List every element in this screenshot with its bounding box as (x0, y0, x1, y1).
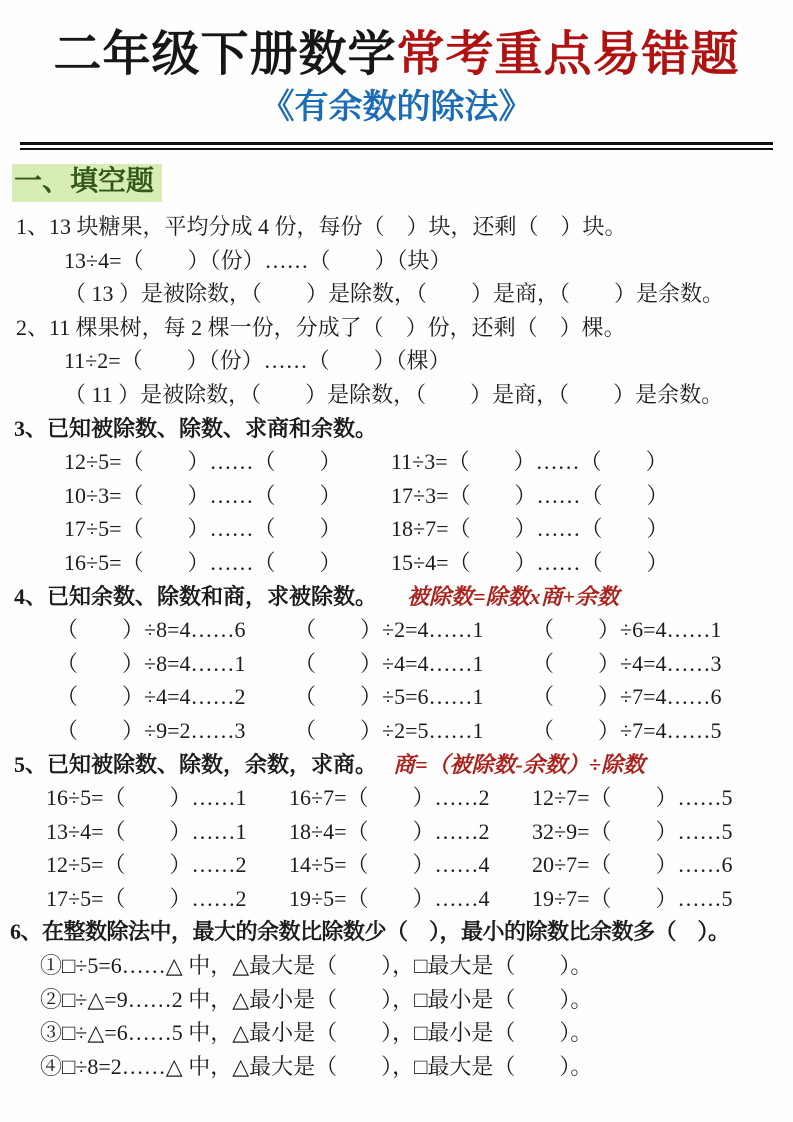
problem-6-subitem-4: ④□÷8=2……△ 中，△最大是（ ），□最大是（ ）。 (40, 1053, 593, 1079)
page-subtitle: 《有余数的除法》 (260, 89, 533, 126)
problem-2-stem: 2、11 棵果树，每 2 棵一份，分成了（ ）份，还剩（ ）棵。 (16, 314, 626, 340)
equation-blank: 16÷7=（ ）……2 (289, 785, 490, 811)
worksheet-content (0, 210, 793, 1083)
problem-3 (0, 412, 793, 580)
problem-5-row (46, 882, 793, 916)
equation-blank: （ ）÷5=6……1 (294, 684, 484, 710)
problem-4-row (56, 647, 793, 681)
problem-5-row (46, 848, 793, 882)
problem-4 (0, 580, 793, 748)
problem-6-stem: 6、在整数除法中，最大的余数比除数少（ ），最小的除数比余数多（ ）。 (10, 919, 730, 945)
section-heading: 一、填空题 (12, 164, 162, 202)
problem-5-formula-note: 商=（被除数-余数）÷除数 (393, 751, 645, 777)
problem-2 (0, 311, 793, 412)
equation-blank: 16÷5=（ ）……1 (46, 785, 247, 811)
problem-6-subitem-2: ②□÷△=9……2 中，△最小是（ ），□最小是（ ）。 (40, 986, 593, 1012)
equation-blank: 17÷3=（ ）……（ ） (391, 482, 669, 508)
title-grade-text: 二年级下册数学 (53, 28, 397, 81)
equation-blank: 17÷5=（ ）……2 (46, 885, 247, 911)
page-title (0, 0, 793, 84)
equation-blank: 16÷5=（ ）……（ ） (64, 549, 342, 575)
problem-3-row (64, 445, 793, 479)
problem-4-stem-row (0, 580, 793, 614)
problem-3-row (64, 512, 793, 546)
equation-blank: 17÷5=（ ）……（ ） (64, 516, 342, 542)
problem-5-row (46, 815, 793, 849)
divider-double-line (20, 142, 773, 150)
equation-blank: 19÷5=（ ）……4 (289, 885, 490, 911)
problem-2-parts: （ 11 ）是被除数，（ ）是除数，（ ）是商，（ ）是余数。 (64, 381, 724, 407)
equation-blank: 15÷4=（ ）……（ ） (391, 549, 669, 575)
equation-blank: 12÷7=（ ）……5 (532, 785, 733, 811)
problem-5-stem-row (0, 748, 793, 782)
problem-3-row (64, 479, 793, 513)
equation-blank: （ ）÷7=4……6 (532, 684, 722, 710)
equation-blank: （ ）÷4=4……1 (294, 650, 484, 676)
equation-blank: （ ）÷9=2……3 (56, 717, 246, 743)
problem-1-parts: （ 13 ）是被除数，（ ）是除数，（ ）是商，（ ）是余数。 (64, 281, 725, 307)
equation-blank: （ ）÷8=4……1 (56, 650, 246, 676)
equation-blank: 19÷7=（ ）……5 (532, 885, 733, 911)
problem-6 (0, 915, 793, 1083)
title-topic-text: 常考重点易错题 (396, 28, 740, 81)
equation-blank: 18÷4=（ ）……2 (289, 818, 490, 844)
equation-blank: （ ）÷4=4……3 (532, 650, 722, 676)
problem-4-formula-note: 被除数=除数x商+余数 (407, 583, 620, 609)
equation-blank: （ ）÷4=4……2 (56, 684, 246, 710)
equation-blank: 14÷5=（ ）……4 (289, 852, 490, 878)
equation-blank: （ ）÷8=4……6 (56, 617, 246, 643)
equation-blank: 18÷7=（ ）……（ ） (391, 516, 669, 542)
equation-blank: 32÷9=（ ）……5 (532, 818, 733, 844)
problem-4-row (56, 714, 793, 748)
problem-3-stem: 3、已知被除数、除数、求商和余数。 (14, 415, 378, 441)
equation-blank: 11÷3=（ ）……（ ） (391, 449, 668, 475)
equation-blank: 10÷3=（ ）……（ ） (64, 482, 342, 508)
problem-3-row (64, 546, 793, 580)
problem-4-stem: 4、已知余数、除数和商，求被除数。 (14, 583, 378, 609)
problem-4-row (56, 680, 793, 714)
problem-1 (0, 210, 793, 311)
equation-blank: 12÷5=（ ）……（ ） (64, 449, 342, 475)
equation-blank: 20÷7=（ ）……6 (532, 852, 733, 878)
equation-blank: 13÷4=（ ）……1 (46, 818, 247, 844)
section-heading-row (12, 164, 793, 204)
equation-blank: （ ）÷2=5……1 (294, 717, 484, 743)
equation-blank: （ ）÷2=4……1 (294, 617, 484, 643)
equation-blank: （ ）÷7=4……5 (532, 717, 722, 743)
problem-1-stem: 1、13 块糖果，平均分成 4 份，每份（ ）块，还剩（ ）块。 (16, 214, 627, 239)
problem-5-stem: 5、已知被除数、除数，余数，求商。 (14, 751, 378, 777)
equation-blank: （ ）÷6=4……1 (532, 617, 722, 643)
problem-6-subitem-3: ③□÷△=6……5 中，△最小是（ ），□最小是（ ）。 (40, 1020, 593, 1046)
problem-4-row (56, 613, 793, 647)
problem-6-subitem-1: ①□÷5=6……△ 中，△最大是（ ），□最大是（ ）。 (40, 953, 593, 979)
problem-5-row (46, 781, 793, 815)
problem-2-equation: 11÷2=（ ）（份）……（ ）（棵） (64, 348, 451, 374)
problem-1-equation: 13÷4=（ ）（份）……（ ）（块） (64, 247, 452, 273)
equation-blank: 12÷5=（ ）……2 (46, 852, 247, 878)
problem-5 (0, 748, 793, 916)
